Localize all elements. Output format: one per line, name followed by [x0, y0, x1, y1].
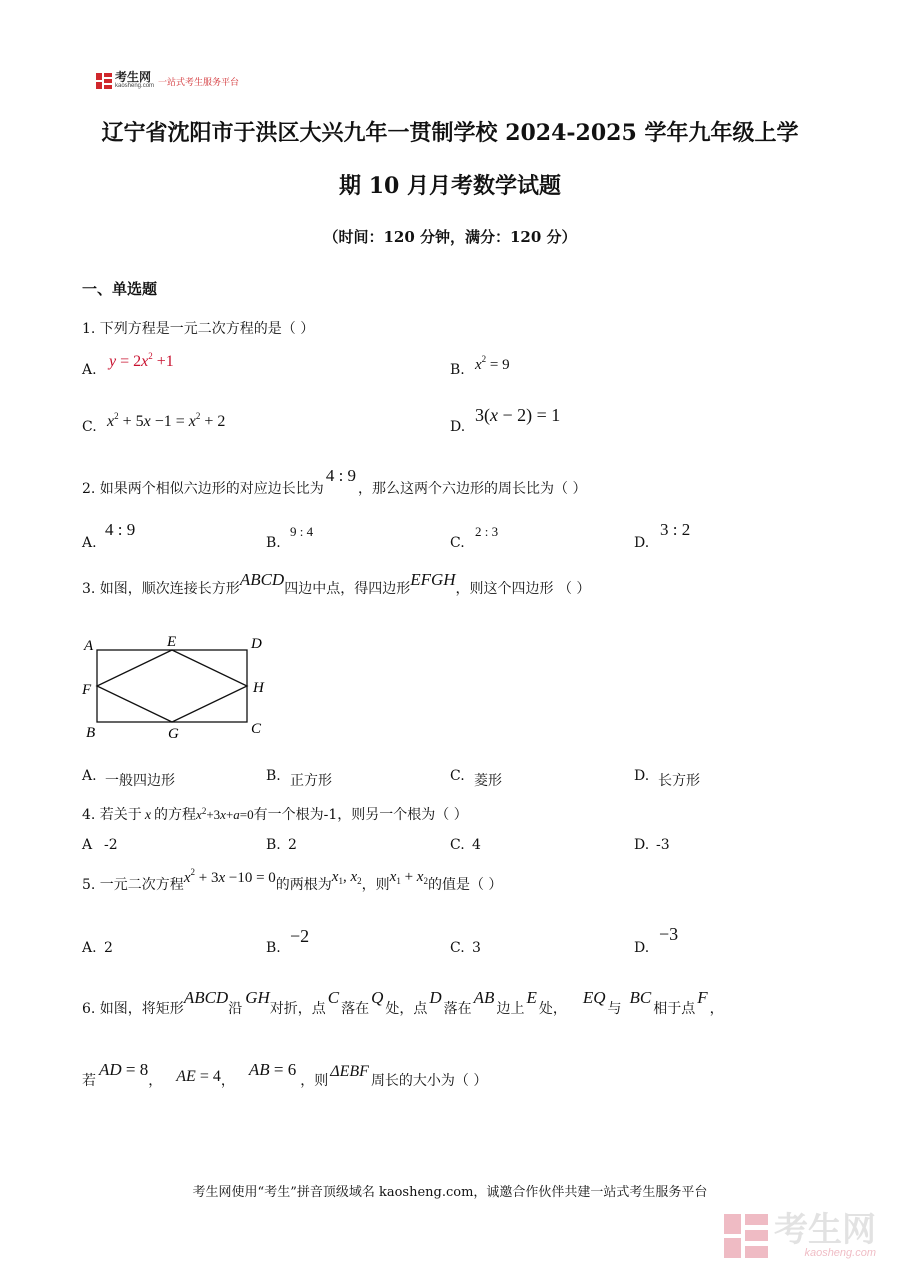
- watermark-name: 考生网: [774, 1210, 876, 1250]
- q4-option-a-label: A: [82, 837, 93, 853]
- q2-stem-pre: 2. 如果两个相似六边形的对应边长比为: [82, 481, 324, 497]
- q3-option-d-value: 长方形: [658, 773, 700, 789]
- watermark-logo-icon: [724, 1214, 768, 1258]
- question-4-stem: [82, 804, 468, 824]
- q6-sep1: ，: [148, 1073, 163, 1089]
- q6-l2-end: 周长的大小为（ ）: [370, 1073, 488, 1089]
- q1-option-b-formula: $x^2 = 9$: [475, 354, 510, 373]
- watermark: [724, 1210, 876, 1259]
- q6-t8: 与: [607, 1001, 622, 1017]
- q6-t6: 边上: [496, 1001, 525, 1017]
- q3-option-b-value: 正方形: [290, 773, 332, 789]
- q5-option-b-label: B.: [266, 940, 281, 956]
- q3-figure: [76, 628, 276, 746]
- q5-option-c-value: 3: [472, 940, 481, 956]
- q6-ae: AE = 4: [176, 1068, 221, 1085]
- q6-pe: E: [526, 988, 537, 1007]
- q6-pf: F: [697, 988, 708, 1007]
- q6-t2: 对折，点: [269, 1001, 326, 1017]
- q5-option-a-value: 2: [104, 940, 113, 956]
- q2-stem-post: ，那么这两个六边形的周长比为（ ）: [358, 481, 587, 497]
- q4-equation: $x^2+3x+a=0$: [196, 806, 254, 822]
- exam-info: （时间：120 分钟，满分：120 分）: [323, 228, 577, 246]
- section-title: 一、单选题: [82, 280, 158, 298]
- header-logo: [96, 72, 239, 90]
- q4-stem-mid: 的方程: [154, 807, 197, 823]
- kaosheng-logo-icon: [96, 73, 112, 89]
- q6-then: ，则: [300, 1073, 329, 1089]
- q6-num: 6. 如图，将矩形: [82, 1001, 184, 1017]
- q2-option-b-label: B.: [266, 535, 281, 551]
- q5-option-d-value: −3: [659, 924, 679, 944]
- q3-quad-name: EFGH: [410, 570, 456, 589]
- q4-option-b-value: 2: [288, 837, 297, 853]
- q6-t1: 沿: [228, 1001, 243, 1017]
- q5-option-d-label: D.: [634, 940, 650, 956]
- q6-pd: D: [429, 988, 442, 1007]
- question-3-stem: [82, 570, 591, 598]
- q6-pc: C: [327, 988, 340, 1007]
- q3-stem-pre: 3. 如图，顺次连接长方形: [82, 581, 240, 597]
- q3-option-d-label: D.: [634, 768, 650, 784]
- logo-slogan: 一站式考生服务平台: [158, 77, 240, 88]
- q3-option-a-value: 一般四边形: [105, 773, 175, 789]
- q3-option-c-label: C.: [450, 768, 465, 784]
- q2-option-c-label: C.: [450, 535, 465, 551]
- q2-ratio: 4 : 9: [325, 466, 357, 485]
- q6-ad-value: 8: [139, 1060, 149, 1079]
- q5-stem-mid2: ，则: [361, 877, 390, 893]
- q6-fold: GH: [245, 988, 270, 1007]
- page-title-line1: 辽宁省沈阳市于洪区大兴九年一贯制学校 2024-2025 学年九年级上学: [101, 120, 799, 146]
- q2-option-a-value: 4 : 9: [105, 520, 136, 539]
- q6-t5: 落在: [443, 1001, 472, 1017]
- q3-option-a-label: A.: [82, 768, 97, 784]
- q6-triangle: ΔEBF: [330, 1063, 369, 1080]
- q5-stem-mid: 的两根为: [275, 877, 332, 893]
- q5-option-a-label: A.: [82, 940, 97, 956]
- question-6-stem-line2: [82, 1060, 488, 1090]
- question-1-stem: 1. 下列方程是一元二次方程的是（ ）: [82, 321, 315, 337]
- rectangle-abcd: [97, 650, 247, 722]
- q5-option-c-label: C.: [450, 940, 465, 956]
- logo-name: 考生网: [115, 70, 152, 84]
- q1-option-a-label: A.: [82, 362, 97, 378]
- q5-sum: $x_1 + x_2$: [389, 869, 428, 886]
- q6-seg1: EQ: [582, 988, 606, 1007]
- q6-ab: AB = 6: [248, 1060, 297, 1079]
- q3-stem-post: ，则这个四边形 （ ）: [455, 581, 591, 597]
- q4-option-d-label: D.: [634, 837, 650, 853]
- q6-t7: 处，: [538, 1001, 567, 1017]
- q4-stem-post: 有一个根为-1，则另一个根为（ ）: [253, 807, 468, 823]
- q5-equation: $x^2 + 3x -10 = 0$: [183, 867, 276, 886]
- q6-t3: 落在: [341, 1001, 370, 1017]
- label-g: G: [168, 726, 179, 742]
- q1-option-c-label: C.: [82, 419, 97, 435]
- q1-option-d-formula: 3(x − 2) = 1: [475, 405, 561, 425]
- question-5-stem: [82, 867, 503, 894]
- q3-rect-name: ABCD: [239, 570, 285, 589]
- label-b: B: [86, 725, 96, 741]
- q6-l2-t1: 若: [82, 1073, 96, 1089]
- q4-var: x: [144, 808, 152, 823]
- page-title-line2: 期 10 月月考数学试题: [339, 173, 561, 199]
- q6-seg2: BC: [629, 988, 652, 1007]
- quad-efgh: [97, 650, 247, 722]
- q2-option-d-label: D.: [634, 535, 650, 551]
- q1-option-c-formula: $x^2 + 5x -1 = x^2 + 2$: [107, 411, 226, 430]
- watermark-text: [774, 1210, 876, 1259]
- q6-ae-value: 4: [212, 1068, 221, 1085]
- q5-roots: $x_1$, $x_2$: [331, 869, 362, 886]
- q3-stem-mid: 四边中点，得四边形: [284, 581, 411, 597]
- q1-option-a-formula: $y = 2x^2 +1$: [109, 351, 174, 370]
- q6-t10: ，: [709, 1001, 724, 1017]
- q6-ad: AD = 8: [99, 1060, 149, 1079]
- question-6-stem-line1: [82, 988, 724, 1018]
- q2-option-c-value: 2 : 3: [475, 524, 499, 539]
- q3-option-c-value: 菱形: [474, 773, 502, 789]
- label-f: F: [82, 682, 92, 698]
- q4-option-a-value: -2: [104, 837, 118, 853]
- label-c: C: [251, 721, 262, 737]
- q4-option-c-label: C.: [450, 837, 465, 853]
- q6-sep2: ，: [220, 1073, 235, 1089]
- q4-option-c-value: 4: [472, 837, 481, 853]
- q4-option-b-label: B.: [266, 837, 281, 853]
- q4-stem-pre: 4. 若关于: [82, 807, 142, 823]
- q2-option-b-value: 9 : 4: [290, 524, 314, 539]
- q6-side: AB: [473, 988, 495, 1007]
- label-d: D: [251, 636, 262, 652]
- q2-option-d-value: 3 : 2: [660, 520, 691, 539]
- q1-option-d-label: D.: [450, 419, 466, 435]
- question-2-stem: [82, 466, 587, 498]
- q4-option-d-value: -3: [656, 837, 670, 853]
- q5-stem-post: 的值是（ ）: [427, 877, 503, 893]
- q6-pq: Q: [371, 988, 384, 1007]
- logo-text: [115, 72, 154, 90]
- label-h: H: [253, 680, 264, 696]
- q6-rect: ABCD: [183, 988, 229, 1007]
- q6-t9: 相于点: [653, 1001, 696, 1017]
- label-a: A: [84, 638, 94, 654]
- q2-option-a-label: A.: [82, 535, 97, 551]
- footer-text: 考生网使用“考生”拼音顶级域名 kaosheng.com，诚邀合作伙伴共建一站式考生服务平台: [192, 1185, 708, 1200]
- q1-option-b-label: B.: [450, 362, 465, 378]
- logo-url: kaosheng.com: [115, 83, 155, 89]
- q5-option-b-value: −2: [290, 926, 310, 946]
- q6-ab-value: 6: [287, 1060, 297, 1079]
- label-e: E: [167, 634, 177, 650]
- watermark-url: kaosheng.com: [804, 1247, 876, 1259]
- q6-t4: 处，点: [385, 1001, 428, 1017]
- q5-stem-pre: 5. 一元二次方程: [82, 877, 184, 893]
- q3-option-b-label: B.: [266, 768, 281, 784]
